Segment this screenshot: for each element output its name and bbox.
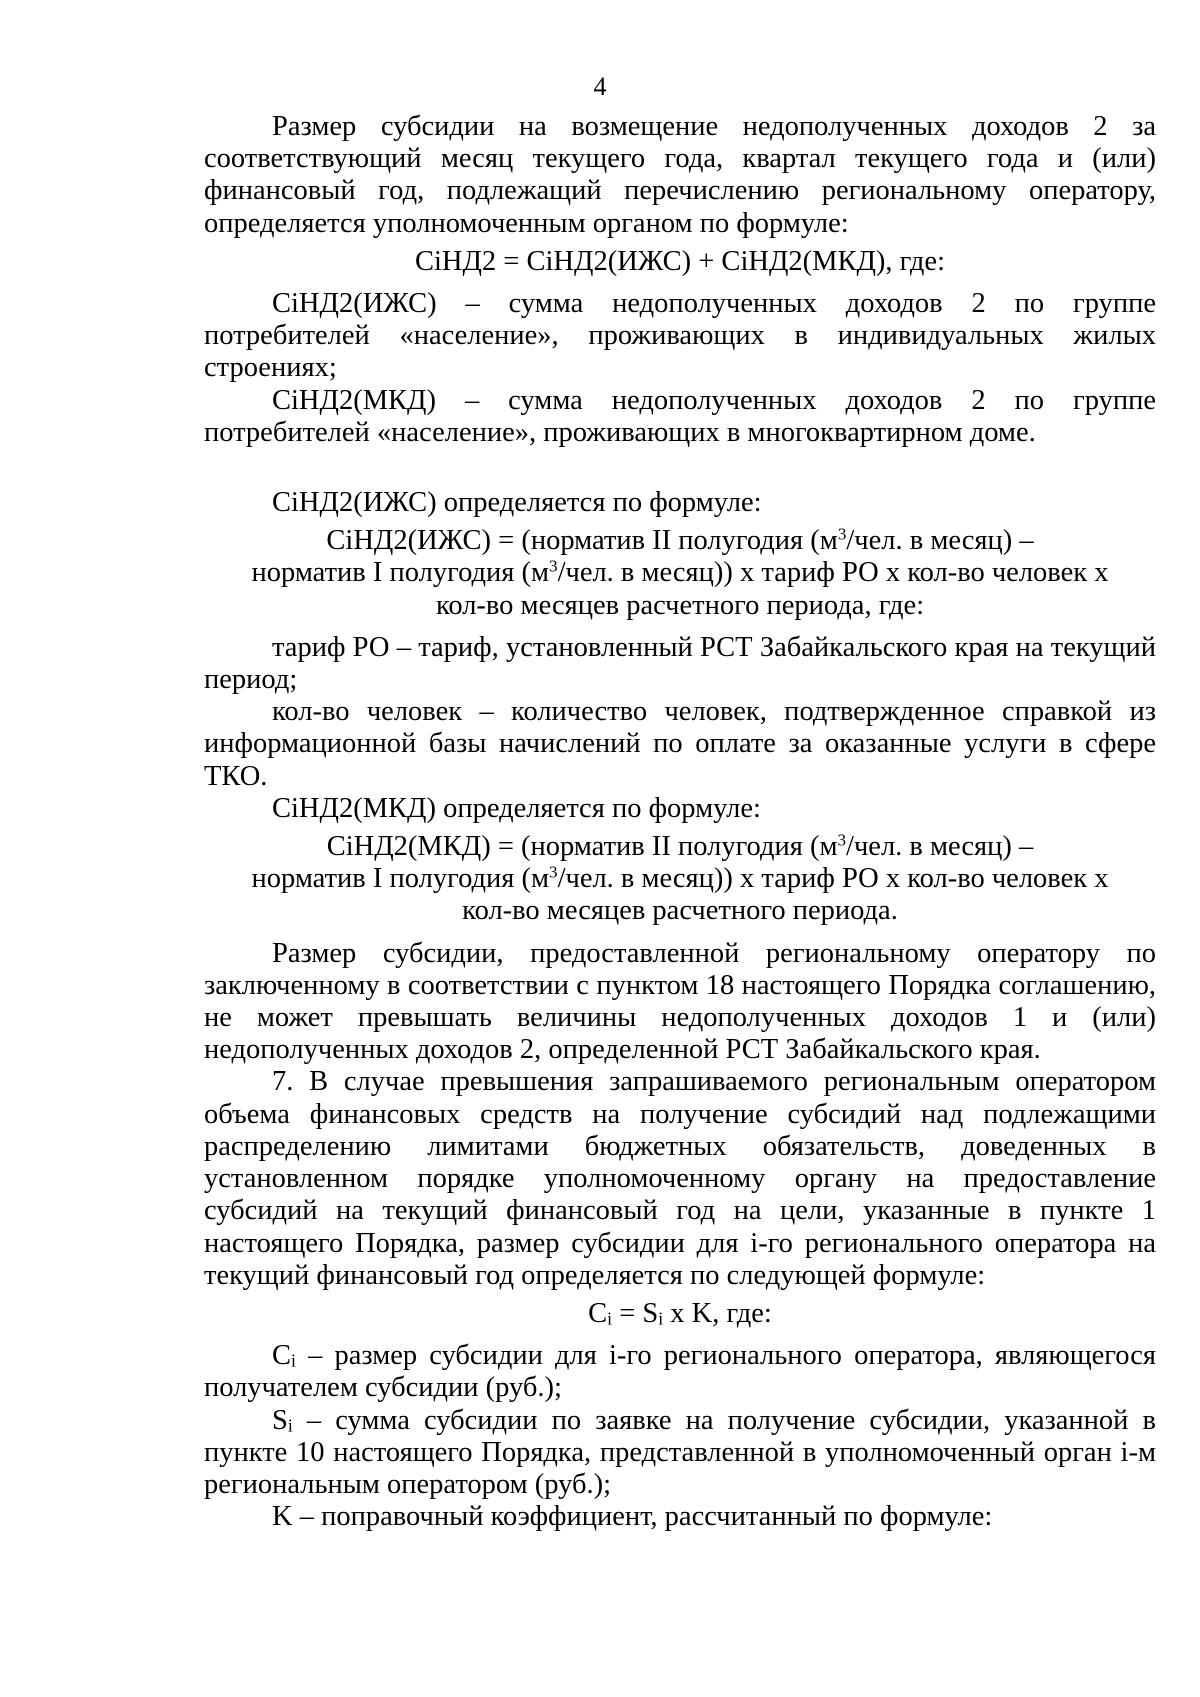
document-body — [204, 111, 1156, 1533]
definition-sind2-mkd: СiНД2(МКД) – сумма недополученных доходов 2 по группе потребителей «население», проживающих в многоквартирном доме. — [204, 384, 1156, 448]
formula-sind2: СiНД2 = СiНД2(ИЖС) + СiНД2(МКД), где: — [414, 245, 945, 277]
definition-people-count: кол-во человек – количество человек, подтвержденное справкой из информационной базы начислений по оплате за оказанные услуги в сфере ТКО. — [204, 696, 1156, 792]
definition-ci: $C_i$ – размер субсидии для i-го регионального оператора, являющегося получателем субсидии (руб.); — [204, 1340, 1156, 1404]
formula-ci: $C_i = S_i$ x K, где: — [588, 1297, 772, 1329]
definition-si: $S_i$ – сумма субсидии по заявке на получение субсидии, указанной в пункте 10 настоящего Порядка, представленной в уполномоченный орган i-м региональным оператором (руб.); — [204, 1404, 1156, 1500]
paragraph-subsidy-limit: Размер субсидии, предоставленной региональному оператору по заключенному в соответствии с пунктом 18 настоящего Порядка соглашению, не может превышать величины недополученных доходов 1 и (или) недополученных доходов 2, определенной РСТ Забайкальского края. — [204, 937, 1156, 1066]
definition-k: K – поправочный коэффициент, рассчитанный по формуле: — [272, 1501, 993, 1533]
formula-sind2-mkd: СiНД2(МКД) = (норматив II полугодия ($м^3$/чел. в месяц) – норматив I полугодия ($м^3$/чел. в месяц)) х тариф РО х кол-во человек х кол-во месяцев расчетного периода. — [251, 830, 1109, 927]
definition-tariff-ro: тариф РО – тариф, установленный РСТ Забайкальского края на текущий период; — [204, 631, 1156, 696]
page-number: 4 — [593, 72, 607, 101]
definition-sind2-izhs: СiНД2(ИЖС) – сумма недополученных доходов 2 по группе потребителей «население», проживающих в индивидуальных жилых строениях; — [204, 288, 1156, 384]
formula-sind2-izhs: СiНД2(ИЖС) = (норматив II полугодия ($м^3$/чел. в месяц) – норматив I полугодия ($м^3$/чел. в месяц)) х тариф РО х кол-во человек х кол-во месяцев расчетного периода, где: — [251, 524, 1109, 621]
paragraph-mkd-formula-intro: СiНД2(МКД) определяется по формуле: — [272, 792, 761, 824]
paragraph-item-7: 7. В случае превышения запрашиваемого региональным оператором объема финансовых средств на получение субсидий над подлежащими распределению лимитами бюджетных обязательств, доведенных в установленном порядке уполномоченному органу на предоставление субсидий на текущий финансовый год на цели, указанные в пункте 1 настоящего Порядка, размер субсидии для i-го регионального оператора на текущий финансовый год определяется по следующей формуле: — [204, 1066, 1156, 1291]
paragraph-izhs-formula-intro: СiНД2(ИЖС) определяется по формуле: — [272, 487, 762, 519]
paragraph-subsidy-size-2: Размер субсидии на возмещение недополученных доходов 2 за соответствующий месяц текущего года, квартал текущего года и (или) финансовый год, подлежащий перечислению региональному оператору, определяется уполномоченным органом по формуле: — [204, 111, 1156, 239]
